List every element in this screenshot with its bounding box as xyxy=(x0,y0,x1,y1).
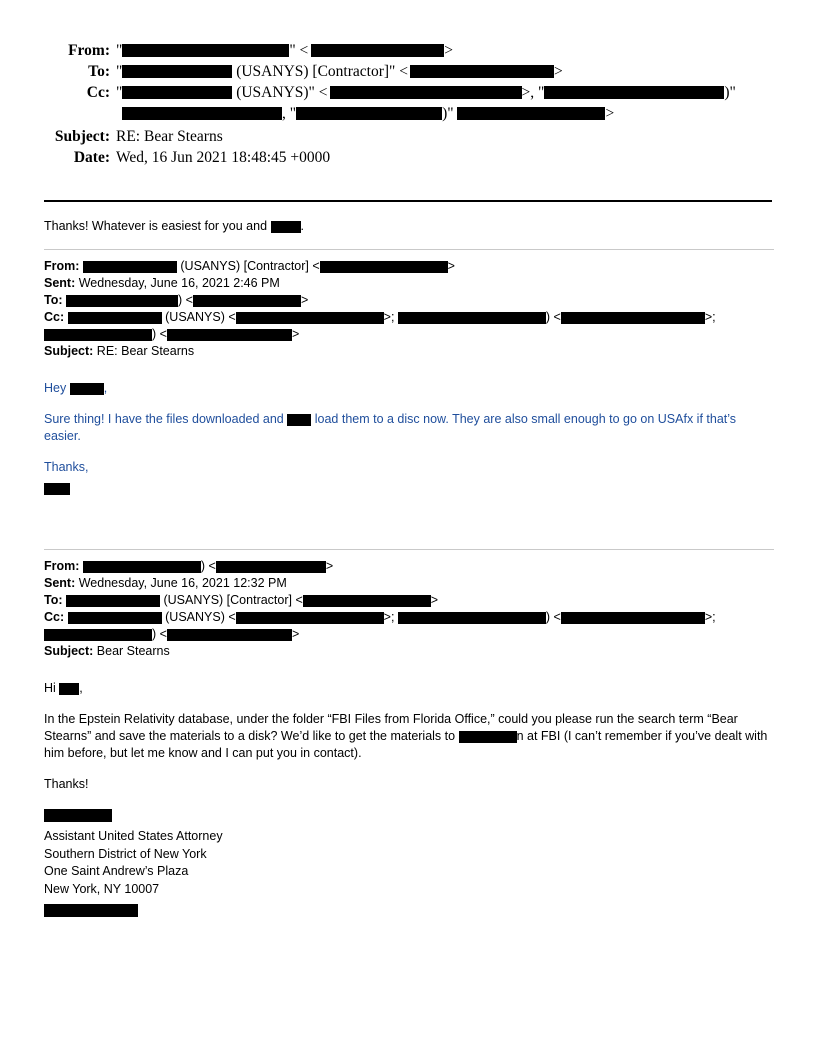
header-divider xyxy=(44,200,772,202)
m3-sent-row xyxy=(44,575,774,592)
redaction-bar xyxy=(83,261,177,273)
redaction-bar xyxy=(561,612,705,624)
m2-from-end: > xyxy=(447,259,455,273)
cc-value: " (USANYS)" < >, " )" xyxy=(116,84,736,101)
date-label: Date: xyxy=(73,149,110,166)
m2-to-row xyxy=(44,292,774,309)
m2-from-label: From: xyxy=(44,259,80,273)
m2-body-part2: load them to a disc now. They are also small enough to go on USAfx if that’s easier. xyxy=(44,412,737,443)
m3-cc-mid2: ) < xyxy=(545,610,561,624)
to-quote-open: " xyxy=(116,63,123,80)
m2-cc-sep1: >; xyxy=(383,310,398,324)
redaction-bar xyxy=(68,612,162,624)
quoted-message-2-header xyxy=(44,258,774,360)
m3-body-part1: In the Epstein Relativity database, under the folder “FBI Files from Florida Office,” could you please run the search term “Bear Stearns” and save the materials to a disk? We’d like to get the materials to xyxy=(44,712,738,743)
redaction-bar xyxy=(44,483,70,495)
m3-body-part2: n at FBI (I can’t remember if you’ve dealt with him before, but let me know and I can put you in contact). xyxy=(44,729,768,760)
cc-sep: > xyxy=(521,84,531,101)
redaction-bar xyxy=(44,329,152,341)
m3-to-label: To: xyxy=(44,593,63,607)
redaction-bar xyxy=(216,561,326,573)
m2-to-mid: ) < xyxy=(178,293,193,307)
m3-cc-row-2 xyxy=(44,626,774,643)
m2-cc-line2-mid: ) < xyxy=(152,327,167,341)
email-header xyxy=(44,40,774,168)
header-row-cc xyxy=(44,82,774,103)
redaction-bar xyxy=(561,312,705,324)
from-mid: " < xyxy=(289,42,309,59)
header-row-to xyxy=(44,61,774,82)
redaction-bar xyxy=(66,295,178,307)
m3-greeting xyxy=(44,680,774,697)
message-separator-2 xyxy=(44,549,774,550)
m2-body-paragraph xyxy=(44,411,774,445)
m3-to-mid: (USANYS) [Contractor] < xyxy=(163,593,303,607)
m3-sent-value: Wednesday, June 16, 2021 12:32 PM xyxy=(78,576,287,590)
redaction-bar xyxy=(311,44,444,57)
reply-text-after: . xyxy=(300,219,304,233)
subject-label: Subject: xyxy=(54,128,110,145)
redaction-bar xyxy=(271,221,301,233)
redaction-bar xyxy=(303,595,431,607)
quoted-message-3-header xyxy=(44,558,774,660)
header-row-subject xyxy=(44,126,774,147)
redaction-bar xyxy=(70,383,104,395)
reply-text-before: Thanks! Whatever is easiest for you and xyxy=(44,219,268,233)
m3-from-row xyxy=(44,558,774,575)
message-separator-1 xyxy=(44,249,774,250)
m3-to-row xyxy=(44,592,774,609)
email-body xyxy=(44,218,774,923)
m2-from-row xyxy=(44,258,774,275)
redaction-bar xyxy=(320,261,448,273)
m3-subject-label: Subject: xyxy=(44,644,94,658)
m2-cc-mid2: ) < xyxy=(545,310,561,324)
m3-cc-sep1: >; xyxy=(383,610,398,624)
m3-sent-label: Sent: xyxy=(44,576,76,590)
cc-quote-open: " xyxy=(116,84,123,101)
m3-cc-label: Cc: xyxy=(44,610,65,624)
redaction-bar xyxy=(167,629,292,641)
m3-thanks: Thanks! xyxy=(44,777,89,791)
m2-sent-value: Wednesday, June 16, 2021 2:46 PM xyxy=(78,276,280,290)
m3-from-mid: ) < xyxy=(200,559,216,573)
redaction-bar xyxy=(287,414,311,426)
redaction-bar xyxy=(398,312,546,324)
m2-subject-value: RE: Bear Stearns xyxy=(96,344,195,358)
m2-cc-row-2 xyxy=(44,326,774,343)
m3-cc-sep2: >; xyxy=(704,610,716,624)
from-end: > xyxy=(444,42,454,59)
m2-cc-label: Cc: xyxy=(44,310,65,324)
to-mid: (USANYS) [Contractor]" < xyxy=(236,63,408,80)
m2-greeting-comma: , xyxy=(103,381,108,395)
redaction-bar xyxy=(236,612,384,624)
redaction-bar xyxy=(193,295,301,307)
m3-greeting-comma: , xyxy=(79,681,83,695)
m2-cc-sep2: >; xyxy=(704,310,716,324)
m2-cc-line2-end: > xyxy=(291,327,300,341)
m2-sent-label: Sent: xyxy=(44,276,76,290)
date-value: Wed, 16 Jun 2021 18:48:45 +0000 xyxy=(116,149,331,166)
redaction-bar xyxy=(122,86,232,99)
m2-to-end: > xyxy=(300,293,309,307)
from-quote-open: " xyxy=(116,42,123,59)
m3-cc-line2-mid: ) < xyxy=(152,627,167,641)
m3-to-end: > xyxy=(430,593,439,607)
to-label: To: xyxy=(88,63,110,80)
m3-greeting-text: Hi xyxy=(44,681,56,695)
m2-body-part1: Sure thing! I have the files downloaded and xyxy=(44,412,284,426)
to-value xyxy=(116,61,774,82)
subject-value: RE: Bear Stearns xyxy=(116,128,223,145)
m2-to-label: To: xyxy=(44,293,63,307)
reply-paragraph xyxy=(44,218,774,235)
redaction-bar xyxy=(167,329,292,341)
cc-label: Cc: xyxy=(86,84,110,101)
redaction-bar xyxy=(122,107,282,120)
redaction-bar xyxy=(296,107,442,120)
redaction-bar xyxy=(236,312,384,324)
m2-sent-row xyxy=(44,275,774,292)
m3-cc-row xyxy=(44,609,774,626)
m3-from-end: > xyxy=(325,559,334,573)
m2-signature-redaction xyxy=(44,480,774,497)
m2-subject-row xyxy=(44,343,774,360)
m3-subject-value: Bear Stearns xyxy=(96,644,170,658)
m2-subject-label: Subject: xyxy=(44,344,94,358)
m2-greeting-text: Hey xyxy=(44,381,67,395)
to-end: > xyxy=(553,63,563,80)
cc-mid: (USANYS)" < xyxy=(236,84,328,101)
cc-continuation: , " )" > xyxy=(44,103,774,124)
redaction-bar xyxy=(457,107,605,120)
m3-signature-phone-redaction xyxy=(44,902,774,919)
redaction-bar xyxy=(44,809,112,822)
m3-cc-line2-end: > xyxy=(291,627,300,641)
redaction-bar xyxy=(44,629,152,641)
redaction-bar xyxy=(83,561,201,573)
m2-cc-mid: (USANYS) < xyxy=(165,310,236,324)
m3-from-label: From: xyxy=(44,559,80,573)
redaction-bar xyxy=(44,904,138,917)
redaction-bar xyxy=(122,44,289,57)
redaction-bar xyxy=(122,65,232,78)
m3-signature-line-2: Southern District of New York xyxy=(44,846,207,861)
m3-signature-line-4: New York, NY 10007 xyxy=(44,881,160,896)
header-row-from xyxy=(44,40,774,61)
redaction-bar xyxy=(59,683,79,695)
m2-greeting xyxy=(44,380,774,397)
m3-body-paragraph xyxy=(44,711,774,762)
redaction-bar xyxy=(410,65,554,78)
redaction-bar xyxy=(398,612,546,624)
m2-closing: Thanks, xyxy=(44,460,89,474)
redaction-bar xyxy=(330,86,522,99)
m2-cc-row xyxy=(44,309,774,326)
m3-subject-row xyxy=(44,643,774,660)
m2-from-suffix: (USANYS) [Contractor] < xyxy=(180,259,320,273)
m3-signature-line-3: One Saint Andrew’s Plaza xyxy=(44,864,189,878)
redaction-bar xyxy=(459,731,517,743)
m3-signature-line-1: Assistant United States Attorney xyxy=(44,829,223,843)
from-label: From: xyxy=(68,42,110,59)
from-value xyxy=(116,40,774,61)
m3-signature-name-redaction xyxy=(44,807,774,824)
header-row-date xyxy=(44,147,774,168)
redaction-bar xyxy=(68,312,162,324)
m3-cc-mid: (USANYS) < xyxy=(165,610,236,624)
redaction-bar xyxy=(544,86,724,99)
redaction-bar xyxy=(66,595,160,607)
